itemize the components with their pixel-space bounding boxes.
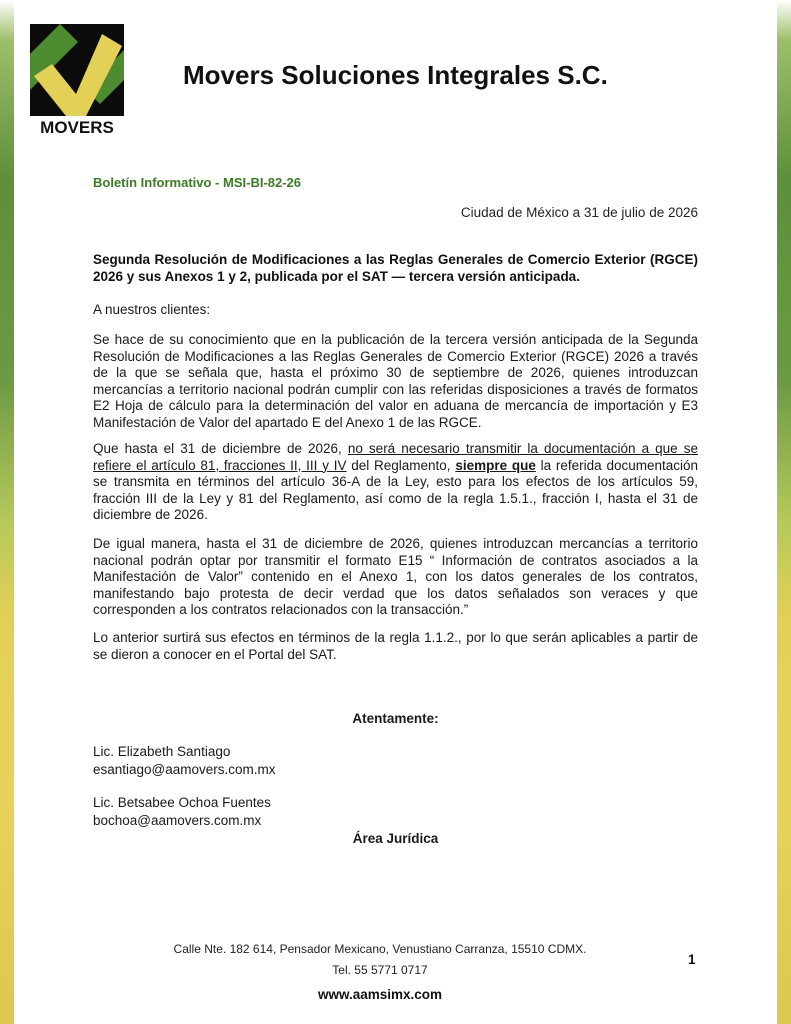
paragraph-3: De igual manera, hasta el 31 de diciembre de 2026, quienes introduzcan mercancías a territorio nacional podrán optar por transmitir el formato E15 “ Información de contratos asociados a la Manifestación de Valor” contenido en el Anexo 1, con los datos generales de los contratos, manifestando bajo protesta de decir verdad que los datos señalados son veraces y que corresponden a los contratos relacionados con la transacción.” bbox=[93, 536, 698, 618]
paragraph-2-bold-underlined: siempre que bbox=[455, 457, 536, 473]
closing: Atentamente: bbox=[352, 711, 439, 726]
paragraph-2 bbox=[93, 441, 698, 524]
logo-v-icon bbox=[30, 24, 124, 116]
footer-address: Calle Nte. 182 614, Pensador Mexicano, Venustiano Carranza, 15510 CDMX. bbox=[173, 942, 587, 956]
signatory-email[interactable]: esantiago@aamovers.com.mx bbox=[93, 761, 276, 777]
paragraph-2-part3: la referida documentación se transmita en términos del artículo 36-A de la Ley, esto para los efectos de los artículos 59, fracción III de la Ley y 81 del Reglamento, así como de la regla 1.5.1., fracción I, hasta el 31 de diciembre de 2026. bbox=[93, 457, 699, 523]
subject-heading: Segunda Resolución de Modificaciones a las Reglas Generales de Comercio Exterior (RGCE) 2026 y sus Anexos 1 y 2, publicada por el SAT — tercera versión anticipada. bbox=[93, 252, 698, 284]
signatory-2 bbox=[93, 794, 271, 829]
signatory-name: Lic. Betsabee Ochoa Fuentes bbox=[93, 795, 271, 810]
page-number: 1 bbox=[688, 952, 696, 967]
paragraph-2-part2: del Reglamento, bbox=[346, 457, 456, 473]
bulletin-id: Boletín Informativo - MSI-BI-82-26 bbox=[93, 175, 302, 190]
signatory-name: Lic. Elizabeth Santiago bbox=[93, 744, 231, 759]
footer-website-link[interactable]: www.aamsimx.com bbox=[317, 987, 443, 1002]
date-line: Ciudad de México a 31 de julio de 2026 bbox=[460, 205, 698, 220]
department: Área Jurídica bbox=[352, 831, 439, 846]
paragraph-1: Se hace de su conocimiento que en la publicación de la tercera versión anticipada de la Segunda Resolución de Modificaciones a las Reglas Generales de Comercio Exterior (RGCE) 2026 a través de la que se señala que, hasta el próximo 30 de septiembre de 2026, quienes introduzcan mercancías a territorio nacional podrán cumplir con las referidas disposiciones a través de formatos E2 Hoja de cálculo para la determinación del valor en aduana de mercancía de importación y E3 Manifestación de Valor del apartado E del Anexo 1 de las RGCE. bbox=[93, 332, 698, 430]
signatory-email[interactable]: bochoa@aamovers.com.mx bbox=[93, 812, 262, 828]
right-decorative-bar bbox=[777, 0, 791, 1024]
signatory-1 bbox=[93, 743, 276, 778]
logo-mark bbox=[30, 24, 124, 116]
company-name: Movers Soluciones Integrales S.C. bbox=[183, 60, 608, 90]
paragraph-2-underlined: no será necesario transmitir la documentación a que se refiere el artículo 81, fracciones II, III y IV bbox=[93, 441, 698, 473]
paragraph-4: Lo anterior surtirá sus efectos en términos de la regla 1.1.2., por lo que serán aplicables a partir de se dieron a conocer en el Portal del SAT. bbox=[93, 630, 698, 662]
left-decorative-bar bbox=[0, 0, 14, 1024]
paragraph-2-part1: Que hasta el 31 de diciembre de 2026, bbox=[93, 441, 348, 456]
greeting: A nuestros clientes: bbox=[93, 302, 211, 317]
logo-text: MOVERS bbox=[40, 118, 114, 137]
footer-telephone: Tel. 55 5771 0717 bbox=[332, 963, 428, 977]
company-logo bbox=[30, 24, 124, 136]
